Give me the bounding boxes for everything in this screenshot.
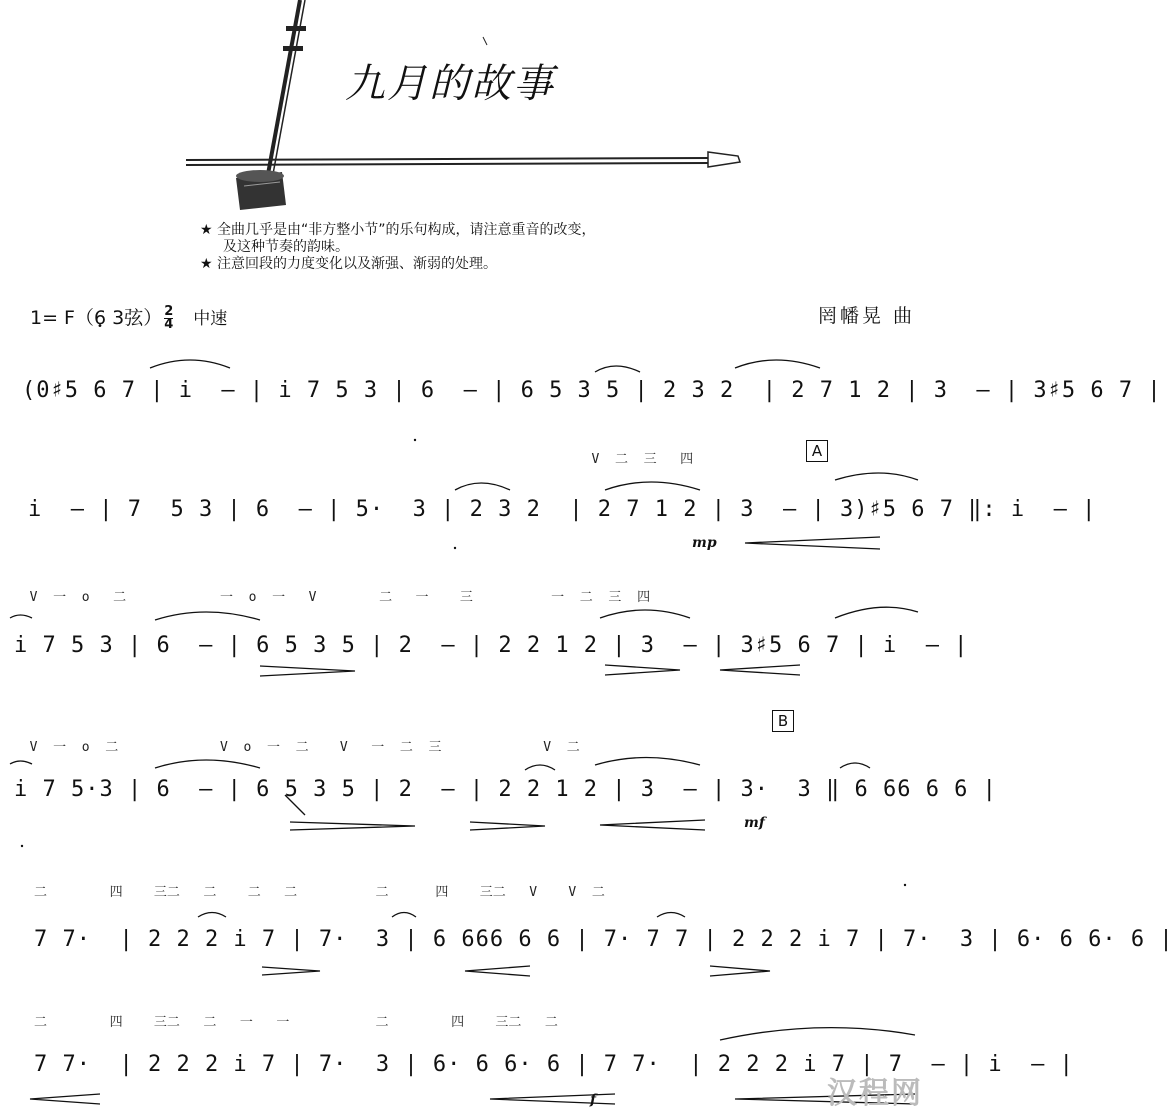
slur <box>525 765 555 770</box>
dynamic-mp: mp <box>692 535 717 551</box>
ink-speck <box>454 547 456 549</box>
bowing-marks-5: 二 四 三二 二 二 二 二 四 三二 V V 二 <box>34 885 605 900</box>
key-signature <box>30 303 227 331</box>
crescendo-hairpin <box>490 1094 615 1104</box>
note-line-2: 及这种节奏的韵味。 <box>223 239 349 255</box>
time-top: 2 <box>164 304 174 319</box>
time-bottom: 4 <box>164 317 174 332</box>
bowing-marks-3: V 一 o 二 一 o 一 V 二 一 三 一 二 三 四 <box>14 590 651 605</box>
dynamic-mf: mf <box>744 815 765 831</box>
slur <box>600 610 690 618</box>
slur <box>455 483 510 490</box>
crescendo-hairpin <box>720 665 800 675</box>
slur <box>605 482 700 490</box>
slur <box>198 913 226 918</box>
slur <box>155 760 260 768</box>
decrescendo-hairpin <box>470 822 545 830</box>
rehearsal-mark-a: A <box>806 440 828 462</box>
tuning-open: （ <box>74 307 94 329</box>
slur <box>10 615 32 618</box>
tempo-mark: 中速 <box>193 309 228 329</box>
decrescendo-hairpin <box>290 822 415 830</box>
dynamic-f: f <box>590 1092 597 1108</box>
slur <box>657 913 685 918</box>
score-system-4: i 7 5·3 | 6 – | 6 5 3 5 | 2 – | 2 2 1 2 | 3 – | 3· 3 ‖ 6 66 6 6 | <box>14 777 997 802</box>
composer-credit: 罔幡晃 曲 <box>818 305 916 327</box>
tuning-low-note: 6 • <box>94 307 106 329</box>
crescendo-hairpin <box>30 1094 100 1104</box>
score-system-2: i – | 7 5 3 | 6 – | 5· 3 | 2 3 2 | 2 7 1 2 | 3 – | 3)♯5 6 7 ‖: i – | <box>28 497 1097 522</box>
slur <box>10 761 32 764</box>
slur <box>720 1028 915 1040</box>
note-line-1: ★ 全曲几乎是由“非方整小节”的乐句构成，请注意重音的改变， <box>200 222 596 238</box>
site-watermark: 汉程网 <box>827 1076 923 1111</box>
decrescendo-hairpin <box>260 666 355 676</box>
slur <box>735 360 820 368</box>
slur <box>840 763 870 768</box>
score-system-6: 7 7· | 2 2 2 i 7 | 7· 3 | 6· 6 6· 6 | 7 7· | 2 2 2 i 7 | 7 – | i – | <box>34 1052 1074 1077</box>
decrescendo-hairpin <box>605 665 680 675</box>
ink-speck <box>414 439 416 441</box>
slur <box>595 758 700 766</box>
crescendo-hairpin <box>745 537 880 549</box>
rehearsal-mark-b: B <box>772 710 794 732</box>
performance-notes <box>200 222 596 273</box>
tuning-string: 3弦） <box>106 307 163 329</box>
score-system-3: i 7 5 3 | 6 – | 6 5 3 5 | 2 – | 2 2 1 2 | 3 – | 3♯5 6 7 | i – | <box>14 633 969 658</box>
decrescendo-hairpin <box>710 966 770 976</box>
bowing-marks-6: 二 四 三二 二 一 一 二 四 三二 二 <box>34 1015 558 1030</box>
bowing-marks-4: V 一 o 二 V o 一 二 V 一 二 三 V 二 <box>14 740 580 755</box>
crescendo-hairpin <box>465 966 530 976</box>
score-system-1: (0♯5 6 7 | i – | i 7 5 3 | 6 – | 6 5 3 5 | 2 3 2 | 2 7 1 2 | 3 – | 3♯5 6 7 | <box>22 378 1162 403</box>
slur <box>155 612 260 620</box>
erhu-icon <box>236 0 306 210</box>
slur <box>835 473 918 480</box>
song-title: 九月的故事 <box>345 61 555 107</box>
ink-speck <box>483 37 487 45</box>
score-system-5: 7 7· | 2 2 2 i 7 | 7· 3 | 6 666 6 6 | 7· 7 7 | 2 2 2 i 7 | 7· 3 | 6· 6 6· 6 | <box>34 927 1174 952</box>
bow-icon <box>186 152 740 167</box>
note-line-3: ★ 注意回段的力度变化以及渐强、渐弱的处理。 <box>200 256 497 272</box>
slur <box>595 366 640 372</box>
slur <box>150 360 230 368</box>
bowing-marks-2: V 二 三 四 <box>28 452 694 467</box>
slur <box>392 913 416 918</box>
ink-speck <box>21 845 23 847</box>
time-signature <box>164 306 173 331</box>
decrescendo-hairpin <box>262 967 320 975</box>
crescendo-hairpin <box>600 820 705 830</box>
ink-speck <box>904 884 906 886</box>
slur <box>835 607 918 618</box>
key-label: 1= F <box>30 307 75 329</box>
